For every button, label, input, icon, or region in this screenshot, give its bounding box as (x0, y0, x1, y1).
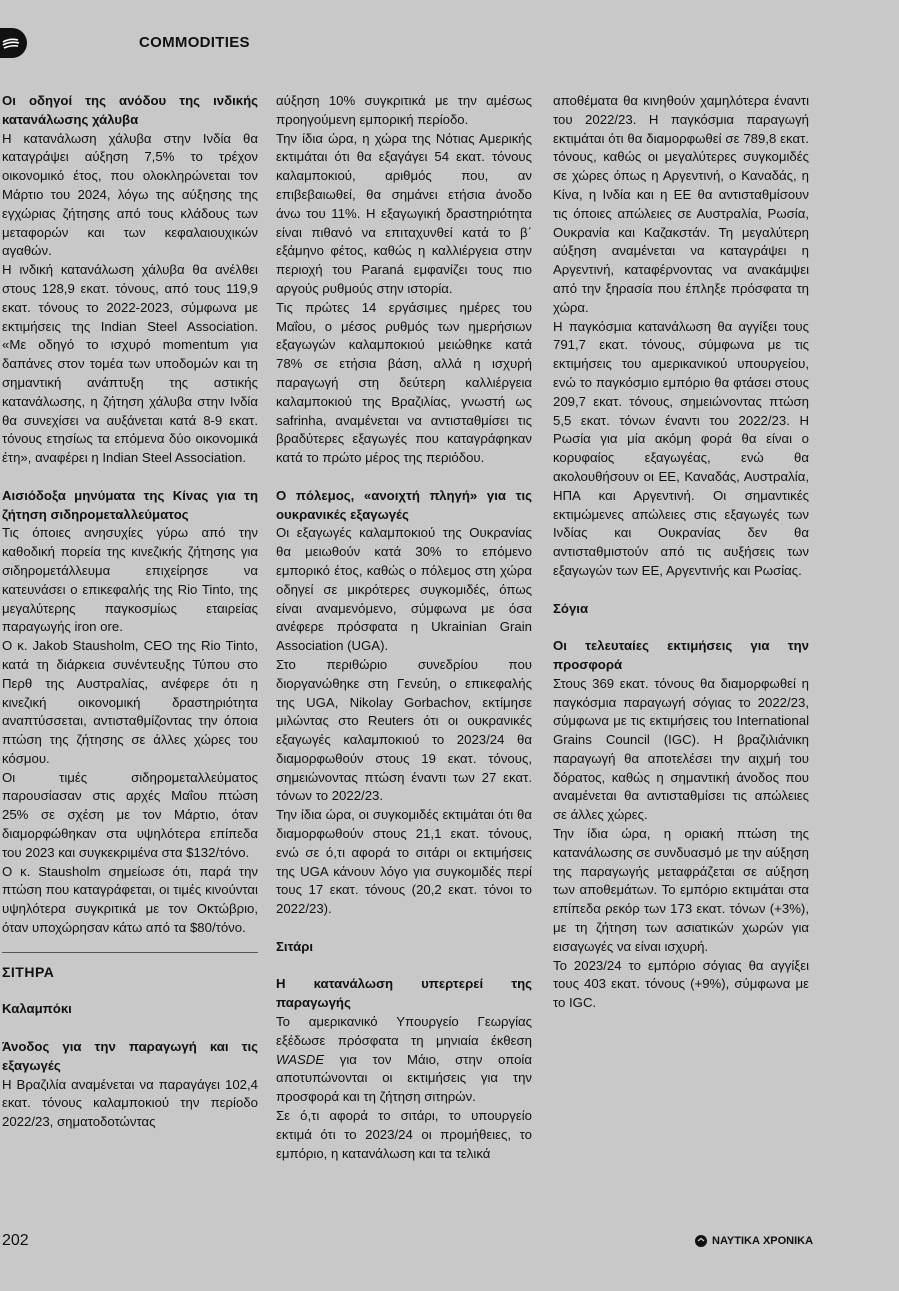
heading-india-steel: Οι οδηγοί της ανόδου της ινδικής κατανάλωσης χάλυβα (2, 93, 258, 127)
paragraph: αποθέματα θα κινηθούν χαμηλότερα έναντι του 2022/23. Η παγκόσμια παραγωγή εκτιμάται ότι θα διαμορφωθεί σε 789,8 εκατ. τόνους, καθώς οι μεγαλύτερες συγκομιδές σε χώρες όπως η Αργεντινή, ο Καναδάς, η Κίνα, η Ινδία και η ΕΕ θα αντισταθμίσουν τις όποιες απώλειες σε Αυστραλία, Ρωσία, Ουκρανία και Καζακστάν. Τη μεγαλύτερη αύξηση αναμένεται να καταγράψει η Αργεντινή, καταφέρνοντας να ανακάμψει από την ξηρασία που έπληξε πρόσφατα τη χώρα. (553, 93, 809, 315)
paragraph: Η Βραζιλία αναμένεται να παραγάγει 102,4 εκατ. τόνους καλαμποκιού την περίοδο 2022/23, σηματοδοτώντας (2, 1076, 258, 1130)
paragraph: Στο περιθώριο συνεδρίου που διοργανώθηκε στη Γενεύη, ο επικεφαλής της UGA, Nikolay Gorbachov, εκτίμησε μιλώντας στο Reuters ότι οι ουκρανικές εξαγωγές καλαμποκιού το 2023/24 θα διαμορφωθούν στους 19 εκατ. τόνους, σημειώνοντας πτώση έναντι των 27 εκατ. τόνων το 2022/23. (276, 656, 532, 804)
section-divider (2, 952, 258, 953)
paragraph: Τις όποιες ανησυχίες γύρω από την καθοδική πορεία της κινεζικής ζήτησης για σιδηρομετάλλευμα επιχείρησε να κατευνάσει ο επικεφαλής της Rio Tinto, της μεγαλύτερης παγκοσμίως εταιρείας παραγωγής iron ore. (2, 525, 258, 635)
paragraph: Η ινδική κατανάλωση χάλυβα θα ανέλθει στους 128,9 εκατ. τόνους, από τους 119,9 εκατ. τόνους το 2022-2023, σύμφωνα με εκτιμήσεις της Indian Steel Association. «Με οδηγό το ισχυρό momentum για δαπάνες στον τομέα των υποδομών και τη σημαντική ανάπτυξη της αστικής κατανάλωσης, η ζήτηση χάλυβα στην Ινδία θα συνεχίσει να αυξάνεται κατά 8-9 εκατ. τόνους ετησίως τα επόμενα δύο οικονομικά έτη», αναφέρει η Indian Steel Association. (2, 262, 258, 466)
column-2 (276, 92, 532, 1163)
heading-wheat-consumption: Η κατανάλωση υπερτερεί της παραγωγής (276, 976, 532, 1011)
paragraph: Την ίδια ώρα, η χώρα της Νότιας Αμερικής εκτιμάται ότι θα εξαγάγει 54 εκατ. τόνους καλαμποκιού, αριθμός που, αν επιβεβαιωθεί, θα σημάνει ετήσια άνοδο άνω του 11%. Η εξαγωγική δραστηριότητα είναι πιθανό να επιταχυνθεί κατά το β΄ εξάμηνο φέτος, καθώς η καλλιέργεια στην περιοχή του Paraná εμφανίζει τους πιο αργούς ρυθμούς στην ιστορία. (276, 130, 532, 296)
paragraph: Ο κ. Stausholm σημείωσε ότι, παρά την πτώση που καταγράφεται, οι τιμές κινούνται υψηλότερα συγκριτικά με τον Οκτώβριο, όταν υποχώρησαν κάτω από τα $80/τόνο. (2, 863, 258, 936)
heading-ukraine-war: Ο πόλεμος, «ανοιχτή πληγή» για τις ουκρανικές εξαγωγές (276, 487, 532, 522)
paragraph: Σε ό,τι αφορά το σιτάρι, το υπουργείο εκτιμά ότι το 2023/24 οι προμήθειες, το εμπόριο, η κατανάλωση και τα τελικά (276, 1108, 532, 1161)
brand-name: ΝΑΥΤΙΚΑ ΧΡΟΝΙΚΑ (712, 1235, 814, 1247)
paragraph: Στους 369 εκατ. τόνους θα διαμορφωθεί η παγκόσμια παραγωγή σόγιας το 2022/23, σύμφωνα με τις εκτιμήσεις του International Grains Council (IGC). Η βραζιλιάνικη παραγωγή θα αποτελέσει την αιχμή του δόρατος, καθώς η σημαντική άνοδος που αναμένεται θα αντισταθμίσει τις απώλειες σε άλλες χώρες. (553, 675, 809, 823)
publication-logo-icon (0, 28, 27, 58)
heading-corn-production: Άνοδος για την παραγωγή και τις εξαγωγές (2, 1039, 258, 1073)
paragraph: Ο κ. Jakob Stausholm, CEO της Rio Tinto, κατά τη διάρκεια συνέντευξης Τύπου στο Περθ της Αυστραλίας, ανέφερε ότι η κινεζική οικονομική δραστηριότητα αναπτύσσεται, αντισταθμίζοντας την όποια πτώση της ζήτησης σε άλλες χώρες του κόσμου. (2, 638, 258, 766)
paragraph: Τις πρώτες 14 εργάσιμες ημέρες του Μαΐου, ο μέσος ρυθμός των ημερήσιων εξαγωγών καλαμποκιού μειώθηκε κατά 78% σε ετήσια βάση, αλλά η ισχυρή παραγωγή στη δεύτερη καλλιέργεια καλαμποκιού της Βραζιλίας, γνωστή ως safrinha, αναμένεται να αντισταθμίσει τις βραδύτερες εξαγωγές που καταγράφηκαν κατά το πρώτο μέρος της περιόδου. (276, 299, 532, 466)
section-title: COMMODITIES (139, 34, 250, 51)
paragraph: Η κατανάλωση χάλυβα στην Ινδία θα καταγράψει αύξηση 7,5% το τρέχον οικονομικό έτος, που ολοκληρώνεται τον Μάρτιο του 2024, λόγω της αύξησης της εγχώριας ζήτησης από τους κλάδους των μεταφορών και των κεφαλαιουχικών αγαθών. (2, 130, 258, 259)
heading-corn: Καλαμπόκι (2, 1001, 72, 1017)
paragraph: Οι εξαγωγές καλαμποκιού της Ουκρανίας θα μειωθούν κατά 30% το επόμενο εμπορικό έτος, καθώς ο πόλεμος στη χώρα οδηγεί σε μικρότερες συγκομιδές, όπως είναι αναμενόμενο, σύμφωνα με όσα ανέφερε πρόσφατα η Ukrainian Grain Association (UGA). (276, 525, 532, 654)
paragraph: Το 2023/24 το εμπόριο σόγιας θα αγγίξει τους 403 εκατ. τόνους (+9%), σύμφωνα με το IGC. (553, 957, 809, 1011)
heading-cereals: ΣΙΤΗΡΑ (2, 963, 55, 980)
paragraph: αύξηση 10% συγκριτικά με την αμέσως προηγούμενη εμπορική περίοδο. (276, 93, 532, 127)
paragraph: Την ίδια ώρα, η οριακή πτώση της κατανάλωσης σε συνδυασμό με την αύξηση της παραγωγής μεταφράζεται σε αύξηση των αποθεμάτων. Το εμπόριο εκτιμάται στα επίπεδα ρεκόρ των 173 εκατ. τόνων (+3%), με τη ζήτηση των ασιατικών χωρών για εισαγωγές να είναι ισχυρή. (553, 826, 809, 954)
page-number: 202 (2, 1232, 29, 1249)
paragraph: Το αμερικανικό Υπουργείο Γεωργίας εξέδωσε πρόσφατα τη μηνιαία έκθεση WASDE για τον Μάιο, στην οποία αποτυπώνονται οι εκτιμήσεις για την προσφορά και τη ζήτηση σιτηρών. (276, 1014, 532, 1105)
paragraph: Την ίδια ώρα, οι συγκομιδές εκτιμάται ότι θα διαμορφωθούν στους 21,1 εκατ. τόνους, ενώ σε ό,τι αφορά το σιτάρι οι εκτιμήσεις της UGA κάνουν λόγο για συγκομιδές περί τους 17 εκατ. τόνους (20,2 εκατ. τόνοι το 2022/23). (276, 807, 532, 917)
heading-soy-supply: Οι τελευταίες εκτιμήσεις για την προσφορά (553, 638, 809, 672)
paragraph: Η παγκόσμια κατανάλωση θα αγγίξει τους 791,7 εκατ. τόνους, σύμφωνα με τις εκτιμήσεις του αμερικανικού υπουργείου, ενώ το παγκόσμιο εμπόριο θα φτάσει στους 209,7 εκατ. τόνους, σημειώνοντας πτώση 5,5 εκατ. τόνων έναντι του 2022/23. Η Ρωσία για μία ακόμη φορά θα είναι ο κορυφαίος εξαγωγέας, ενώ θα ακολουθήσουν οι ΕΕ, Καναδάς, Αυστραλία, ΗΠΑ και Αργεντινή. Οι σημαντικές εκτιμώμενες απώλειες στις εξαγωγές των Ινδίας και Ουκρανίας δεν θα αντισταθμιστούν από τις αυξήσεις των εξαγωγών των ΕΕ, Αργεντινής και Ρωσίας. (553, 318, 809, 578)
heading-wheat: Σιτάρι (276, 938, 314, 954)
footer-brand (695, 1235, 813, 1247)
heading-soy: Σόγια (553, 600, 589, 616)
brand-logo-icon (695, 1235, 707, 1247)
paragraph: Οι τιμές σιδηρομεταλλεύματος παρουσίασαν στις αρχές Μαΐου πτώση 25% σε σχέση με τον Μάρτιο, όταν διαμορφώθηκαν στα υψηλότερα επίπεδα του 2023 και συγκεκριμένα στα $132/τόνο. (2, 769, 258, 860)
column-3 (553, 92, 809, 1013)
wasde-report-name: WASDE (276, 1051, 325, 1067)
column-1 (2, 92, 258, 1132)
heading-china-iron-ore: Αισιόδοξα μηνύματα της Κίνας για τη ζήτηση σιδηρομεταλλεύματος (2, 487, 258, 522)
